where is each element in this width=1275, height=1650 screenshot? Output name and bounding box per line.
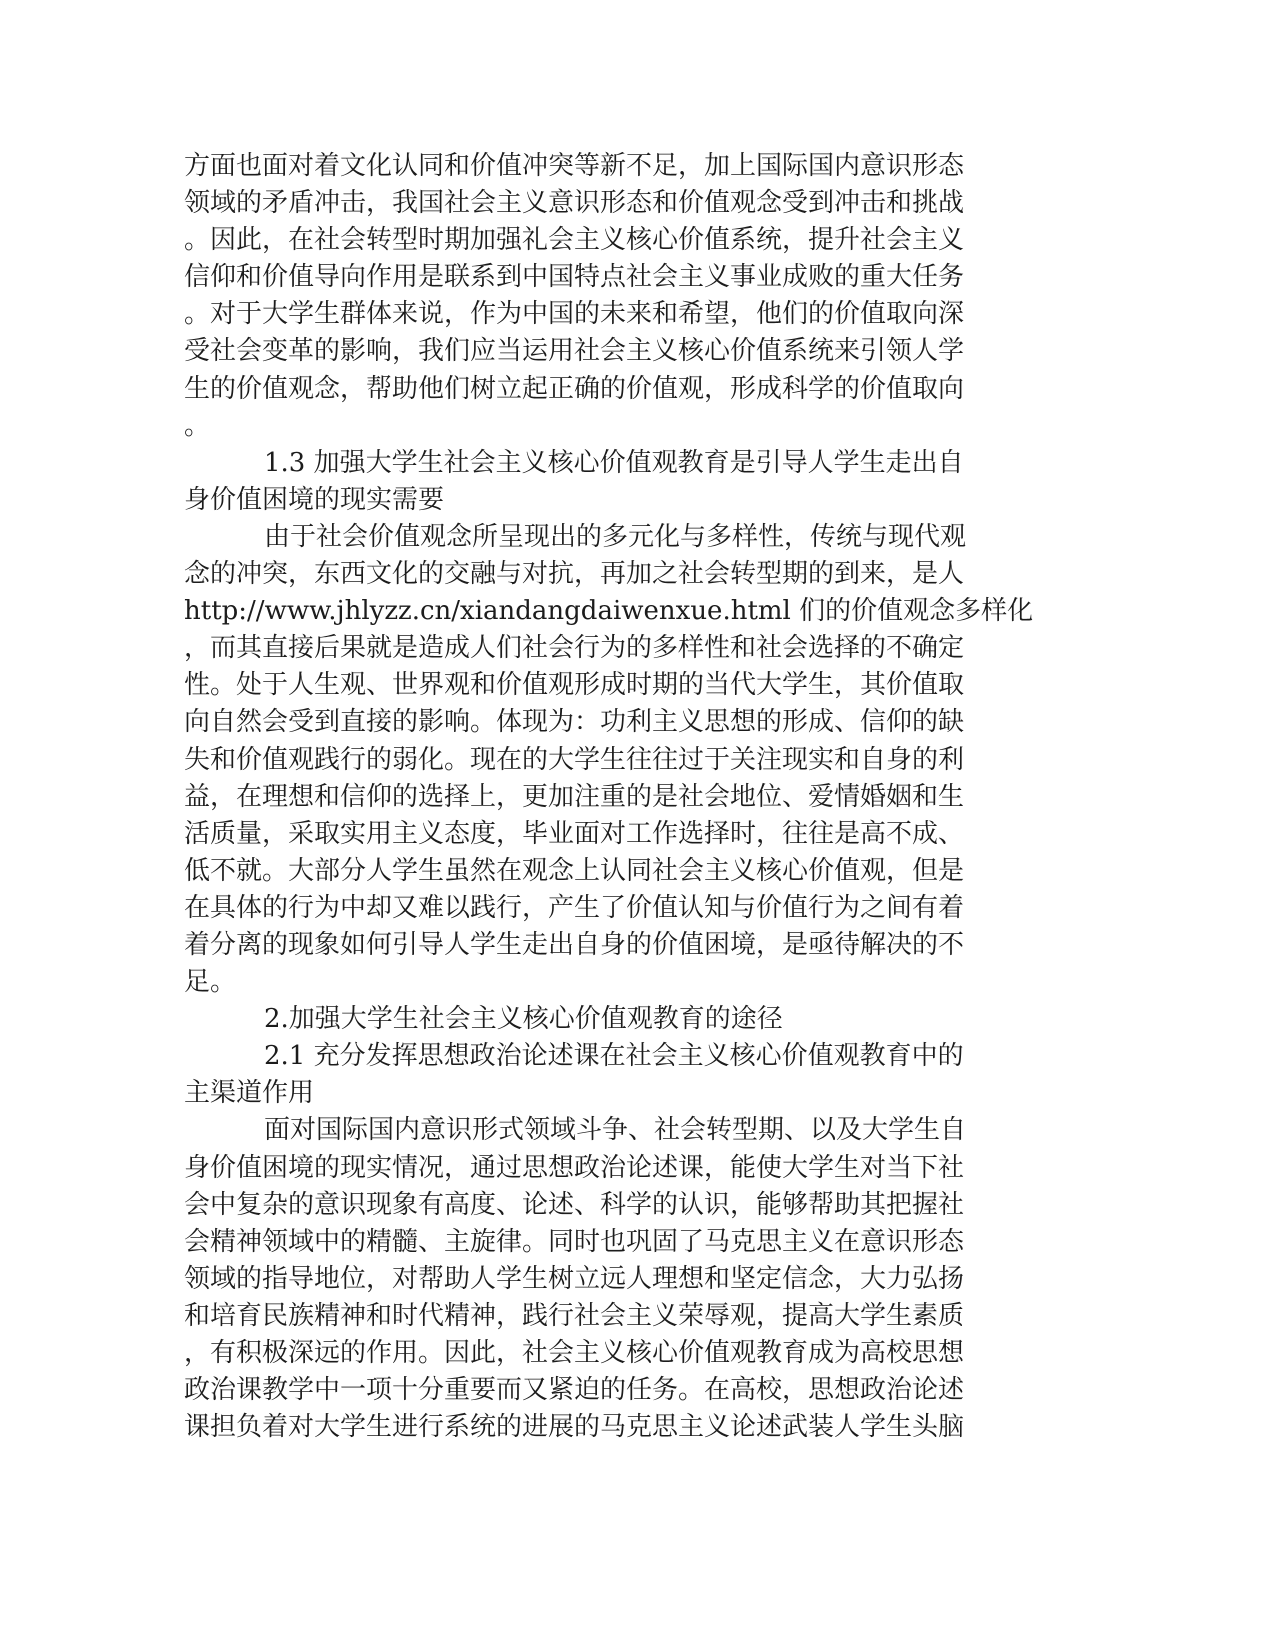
text-line: 在具体的行为中却又难以践行，产生了价值认知与价值行为之间有着	[184, 892, 965, 923]
text-line: 生的价值观念，帮助他们树立起正确的价值观，形成科学的价值取向	[184, 373, 965, 404]
subsection-heading: 2.1 充分发挥思想政治论述课在社会主义核心价值观教育中的	[264, 1041, 964, 1072]
text-line: ，而其直接后果就是造成人们社会行为的多样性和社会选择的不确定	[184, 633, 965, 664]
text-line: 性。处于人生观、世界观和价值观形成时期的当代大学生，其价值取	[184, 670, 965, 701]
text-line: 会精神领域中的精髓、主旋律。同时也巩固了马克思主义在意识形态	[184, 1226, 965, 1257]
section-heading: 1.3 加强大学生社会主义核心价值观教育是引导人学生走出自	[264, 447, 964, 478]
text-line: 活质量，采取实用主义态度，毕业面对工作选择时，往往是高不成、	[184, 818, 965, 849]
text-line: 向自然会受到直接的影响。体现为：功利主义思想的形成、信仰的缺	[184, 707, 965, 738]
text-line: 方面也面对着文化认同和价值冲突等新不足，加上国际国内意识形态	[184, 151, 965, 181]
text-line-with-url: http://www.jhlyzz.cn/xiandangdaiwenxue.html 们的价值观念多样化	[184, 596, 1034, 627]
text-line: 益，在理想和信仰的选择上，更加注重的是社会地位、爱情婚姻和生	[184, 781, 965, 812]
text-line: 念的冲突，东西文化的交融与对抗，再加之社会转型期的到来，是人	[184, 559, 965, 590]
document-body	[184, 148, 1064, 1446]
text-line: 和培育民族精神和时代精神，践行社会主义荣辱观，提高大学生素质	[184, 1300, 965, 1331]
text-line: 足。	[184, 967, 237, 998]
paragraph-start: 面对国际国内意识形式领域斗争、社会转型期、以及大学生自	[264, 1115, 967, 1146]
text-line: ，有积极深远的作用。因此，社会主义核心价值观教育成为高校思想	[184, 1338, 965, 1368]
text-line: 课担负着对大学生进行系统的进展的马克思主义论述武装人学生头脑	[184, 1412, 965, 1443]
subsection-heading-continued: 主渠道作用	[184, 1078, 315, 1109]
text-line: 会中复杂的意识现象有高度、论述、科学的认识，能够帮助其把握社	[184, 1189, 965, 1220]
text-line: 领域的指导地位，对帮助人学生树立远人理想和坚定信念，大力弘扬	[184, 1263, 965, 1294]
text-line: 领域的矛盾冲击，我国社会主义意识形态和价值观念受到冲击和挑战	[184, 188, 965, 219]
text-line: 低不就。大部分人学生虽然在观念上认同社会主义核心价值观，但是	[184, 855, 965, 886]
text-line: 失和价值观践行的弱化。现在的大学生往往过于关注现实和自身的利	[184, 744, 965, 775]
text-line: 。	[184, 410, 211, 441]
paragraph-start: 由于社会价值观念所呈现出的多元化与多样性，传统与现代观	[264, 521, 967, 552]
text-line: 身价值困境的现实情况，通过思想政治论述课，能使大学生对当下社	[184, 1152, 965, 1183]
section-heading-continued: 身价值困境的现实需要	[184, 484, 445, 515]
text-line: 政治课教学中一项十分重要而又紧迫的任务。在高校，思想政治论述	[184, 1375, 965, 1406]
text-line: 。因此，在社会转型时期加强礼会主义核心价值系统，提升社会主义	[184, 225, 965, 256]
text-line: 着分离的现象如何引导人学生走出自身的价值困境，是亟待解决的不	[184, 929, 965, 960]
text-line: 。对于大学生群体来说，作为中国的未来和希望，他们的价值取向深	[184, 299, 965, 330]
text-line: 受社会变革的影响，我们应当运用社会主义核心价值系统来引领人学	[184, 336, 965, 367]
text-line: 信仰和价值导向作用是联系到中国特点社会主义事业成败的重大任务	[184, 262, 965, 293]
section-heading: 2.加强大学生社会主义核心价值观教育的途径	[264, 1004, 783, 1035]
